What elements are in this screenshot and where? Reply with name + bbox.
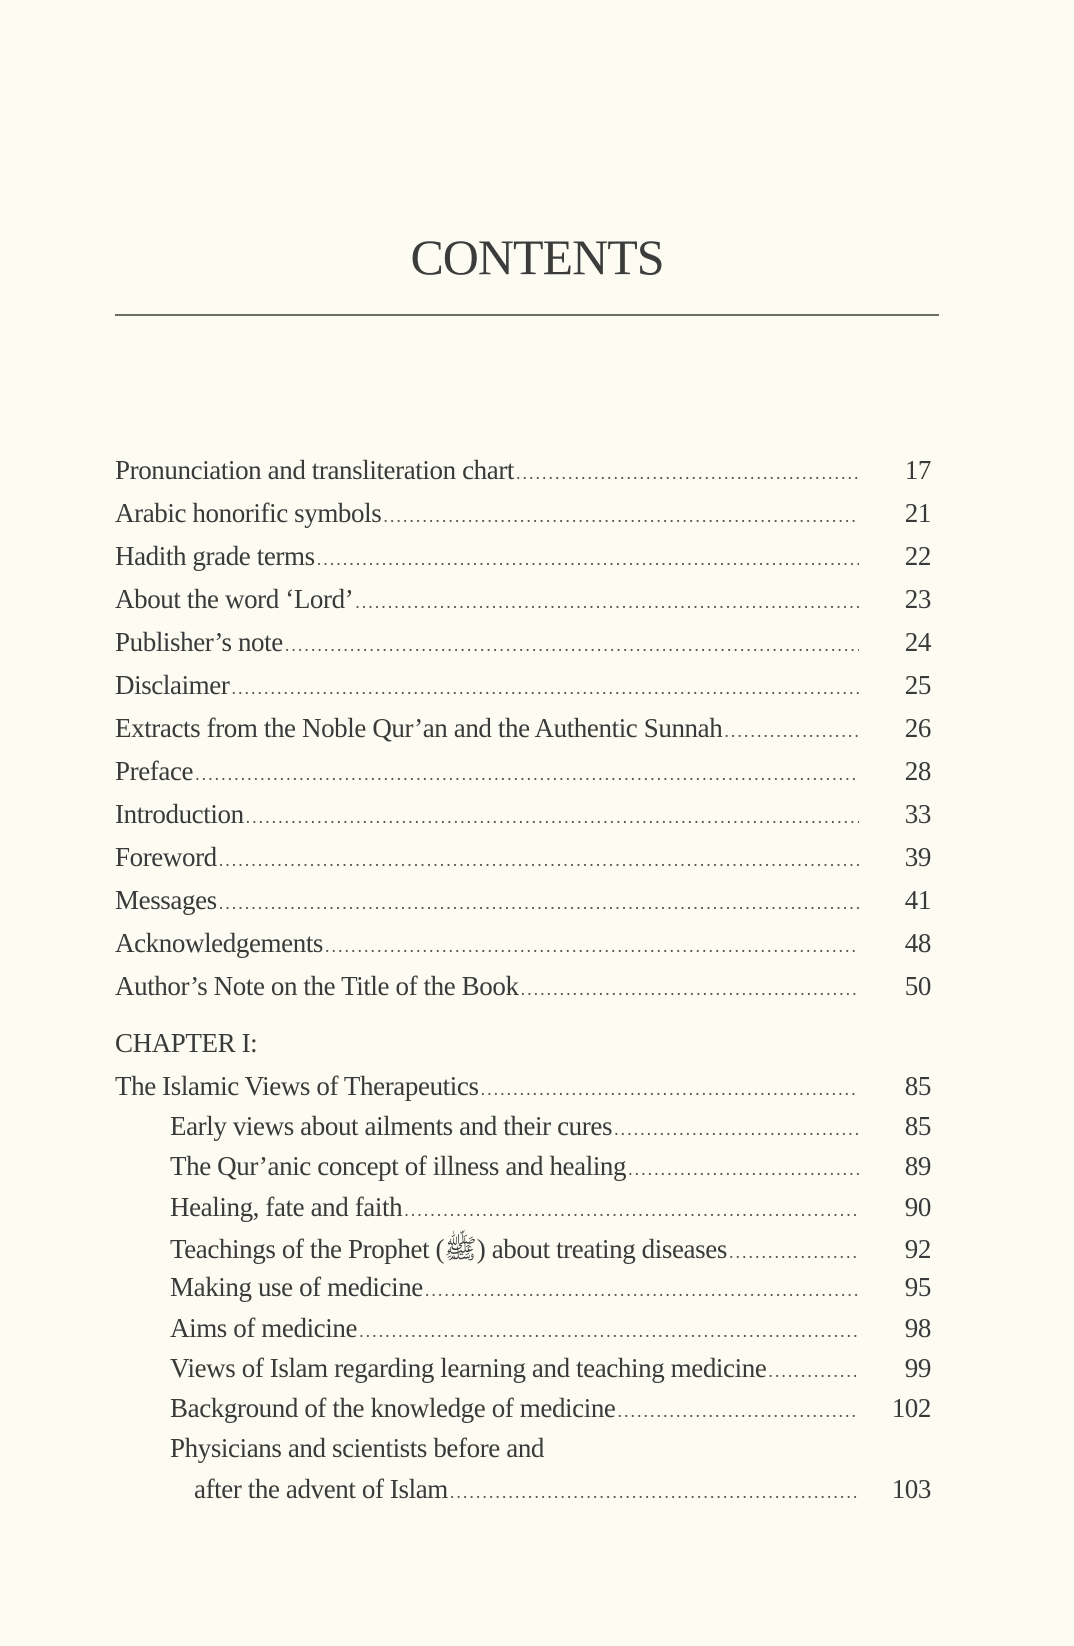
toc-entry-label: Making use of medicine xyxy=(170,1272,423,1303)
toc-entry-label: Author’s Note on the Title of the Book xyxy=(115,971,519,1001)
toc-entry-page: 98 xyxy=(904,1312,931,1343)
dot-leader xyxy=(285,635,859,656)
toc-entry xyxy=(170,1353,931,1389)
toc-entry xyxy=(115,842,931,878)
toc-entry-page: 23 xyxy=(904,584,931,614)
toc-entry xyxy=(115,1071,931,1107)
dot-leader xyxy=(383,506,859,527)
toc-entry-page: 17 xyxy=(904,455,931,485)
toc-entry-label: Foreword xyxy=(115,842,217,872)
toc-entry-label: Hadith grade terms xyxy=(115,541,315,571)
toc-entry-label: Publisher’s note xyxy=(115,627,283,657)
toc-entry-label: Teachings of the Prophet (ﷺ) about treating diseases xyxy=(170,1233,727,1264)
dot-leader xyxy=(231,678,859,699)
dot-leader xyxy=(521,979,859,1000)
toc-entry-page: 92 xyxy=(904,1233,931,1264)
dot-leader xyxy=(425,1280,859,1301)
toc-entry-label: Aims of medicine xyxy=(170,1312,358,1343)
dot-leader xyxy=(614,1119,859,1140)
toc-entry xyxy=(115,928,931,964)
toc-entry xyxy=(170,1111,931,1147)
dot-leader xyxy=(481,1079,859,1100)
toc-entry xyxy=(170,1433,931,1469)
dot-leader xyxy=(219,850,859,871)
toc-entry xyxy=(194,1474,931,1510)
toc-entry-page: 89 xyxy=(904,1151,931,1182)
toc-entry xyxy=(170,1393,931,1429)
toc-entry-page: 85 xyxy=(904,1111,931,1141)
toc-entry-page: 99 xyxy=(904,1352,931,1383)
toc-entry-page: 26 xyxy=(904,713,931,743)
dot-leader xyxy=(355,592,859,613)
toc-entry-page: 102 xyxy=(891,1393,931,1424)
toc-entry-label: The Islamic Views of Therapeutics xyxy=(115,1071,479,1101)
toc-entry xyxy=(115,756,931,792)
toc-entry xyxy=(170,1192,931,1228)
toc-entry xyxy=(170,1232,931,1268)
dot-leader xyxy=(450,1482,859,1503)
dot-leader xyxy=(246,807,859,828)
dot-leader xyxy=(768,1361,859,1382)
toc-entry-label: Healing, fate and faith xyxy=(170,1191,403,1222)
toc-entry xyxy=(115,670,931,706)
toc-entry-page: 21 xyxy=(904,498,931,528)
toc-entry xyxy=(115,799,931,835)
dot-leader xyxy=(729,1242,859,1263)
toc-entry xyxy=(170,1151,931,1187)
toc-entry xyxy=(115,541,931,577)
toc-entry-page: 39 xyxy=(904,842,931,872)
toc-entry xyxy=(115,627,931,663)
toc-entry-page: 24 xyxy=(904,627,931,657)
chapter-heading: CHAPTER I: xyxy=(115,1028,258,1058)
dot-leader xyxy=(325,936,859,957)
toc-entry-page: 28 xyxy=(904,756,931,786)
dot-leader xyxy=(724,721,859,742)
page-title: CONTENTS xyxy=(410,229,664,285)
toc-entry-page: 33 xyxy=(904,799,931,829)
dot-leader xyxy=(628,1159,859,1180)
toc-entry xyxy=(115,455,931,491)
toc-entry-label: Introduction xyxy=(115,799,244,829)
dot-leader xyxy=(404,1200,859,1221)
toc-entry-page: 41 xyxy=(904,885,931,915)
toc-entry-page: 103 xyxy=(891,1473,931,1504)
toc-entry-page: 85 xyxy=(904,1071,931,1101)
toc-entry-page: 95 xyxy=(904,1272,931,1303)
dot-leader xyxy=(219,893,859,914)
toc-entry-label: Arabic honorific symbols xyxy=(115,498,382,528)
dot-leader xyxy=(317,549,859,570)
toc-entry-label: Extracts from the Noble Qur’an and the Authentic Sunnah xyxy=(115,713,723,743)
toc-entry-label: Disclaimer xyxy=(115,670,230,700)
toc-entry-page: 50 xyxy=(904,971,931,1001)
toc-entry xyxy=(115,971,931,1007)
toc-entry-page: 22 xyxy=(904,541,931,571)
toc-entry-label: Early views about ailments and their cures xyxy=(170,1111,613,1141)
dot-leader xyxy=(359,1321,859,1342)
toc-entry-page: 48 xyxy=(904,928,931,958)
toc-entry-page: 25 xyxy=(904,670,931,700)
toc-entry-page: 90 xyxy=(904,1191,931,1222)
dot-leader xyxy=(195,764,859,785)
toc-entry-label: Acknowledgements xyxy=(115,928,324,958)
toc-entry xyxy=(115,713,931,749)
toc-entry xyxy=(170,1272,931,1308)
toc-entry-label: after the advent of Islam xyxy=(194,1473,448,1504)
toc-entry xyxy=(115,498,931,534)
dot-leader xyxy=(618,1401,859,1422)
toc-entry-label: Preface xyxy=(115,756,194,786)
toc-entry xyxy=(170,1313,931,1349)
toc-entry-label: Pronunciation and transliteration chart xyxy=(115,455,515,485)
toc-entry-label: Background of the knowledge of medicine xyxy=(170,1393,616,1424)
toc-entry-label: Views of Islam regarding learning and teaching medicine xyxy=(170,1352,767,1383)
toc-entry xyxy=(115,584,931,620)
toc-entry-label: The Qur’anic concept of illness and healing xyxy=(170,1151,627,1182)
toc-entry-label: About the word ‘Lord’ xyxy=(115,584,354,614)
dot-leader xyxy=(516,463,859,484)
toc-entry-label: Physicians and scientists before and xyxy=(170,1433,545,1464)
toc-entry xyxy=(115,885,931,921)
title-divider xyxy=(115,314,939,316)
toc-entry-label: Messages xyxy=(115,885,217,915)
